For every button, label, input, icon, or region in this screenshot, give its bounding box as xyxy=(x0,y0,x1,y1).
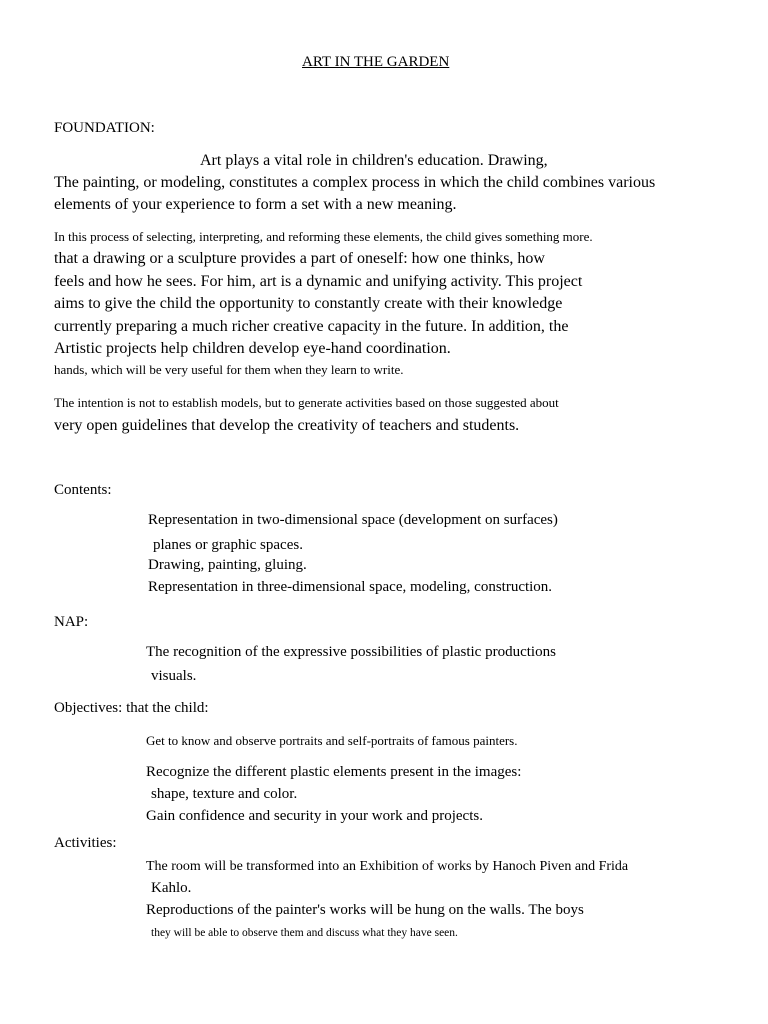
list-item-text: Representation in two-dimensional space (development on surfaces) xyxy=(148,512,558,528)
list-item-continuation: visuals. xyxy=(151,668,197,684)
foundation-line: feels and how he sees. For him, art is a dynamic and unifying activity. This project xyxy=(54,273,583,290)
list-item xyxy=(130,734,517,747)
list-item-text: The recognition of the expressive possibilities of plastic productions xyxy=(146,644,556,660)
list-item-continuation: shape, texture and color. xyxy=(151,786,298,802)
foundation-line: that a drawing or a sculpture provides a part of oneself: how one thinks, how xyxy=(54,250,545,267)
list-item xyxy=(130,860,628,874)
objectives-heading: Objectives: that the child: xyxy=(54,700,209,716)
page-title: ART IN THE GARDEN xyxy=(302,54,450,70)
list-item xyxy=(132,558,307,573)
contents-heading: Contents: xyxy=(54,482,112,498)
activities-heading: Activities: xyxy=(54,835,117,851)
list-item-continuation: planes or graphic spaces. xyxy=(153,537,303,553)
list-item-text: Get to know and observe portraits and self-portraits of famous painters. xyxy=(146,733,518,748)
list-item xyxy=(132,580,552,595)
foundation-heading: FOUNDATION: xyxy=(54,120,155,136)
foundation-line: elements of your experience to form a set with a new meaning. xyxy=(54,196,457,213)
foundation-line: Art plays a vital role in children's education. Drawing, xyxy=(200,152,548,169)
list-item-text: The room will be transformed into an Exhibition of works by Hanoch Piven and Frida xyxy=(146,859,629,874)
nap-heading: NAP: xyxy=(54,614,89,630)
foundation-line: Artistic projects help children develop eye-hand coordination. xyxy=(54,340,451,357)
list-item xyxy=(130,765,521,780)
list-item-text: Representation in three-dimensional space, modeling, construction. xyxy=(148,579,553,595)
list-item xyxy=(130,645,556,660)
list-item-continuation: they will be able to observe them and discuss what they have seen. xyxy=(151,927,458,939)
foundation-line: currently preparing a much richer creative capacity in the future. In addition, the xyxy=(54,318,569,335)
list-item-text: Reproductions of the painter's works will be hung on the walls. The boys xyxy=(146,902,584,918)
list-item-continuation: Kahlo. xyxy=(151,880,192,896)
list-item xyxy=(130,809,483,824)
list-item-text: Gain confidence and security in your work and projects. xyxy=(146,808,483,824)
foundation-line: hands, which will be very useful for them when they learn to write. xyxy=(54,362,404,377)
foundation-line: The painting, or modeling, constitutes a complex process in which the child combines various xyxy=(54,174,656,191)
foundation-line: very open guidelines that develop the creativity of teachers and students. xyxy=(54,417,520,434)
foundation-line: aims to give the child the opportunity to constantly create with their knowledge xyxy=(54,295,563,312)
foundation-line: The intention is not to establish models, but to generate activities based on those suggested about xyxy=(54,395,559,410)
list-item xyxy=(130,903,584,918)
foundation-line: In this process of selecting, interpreting, and reforming these elements, the child gives something more. xyxy=(54,229,593,244)
list-item-text: Drawing, painting, gluing. xyxy=(148,557,307,573)
list-item-text: Recognize the different plastic elements present in the images: xyxy=(146,764,522,780)
list-item xyxy=(132,513,558,528)
